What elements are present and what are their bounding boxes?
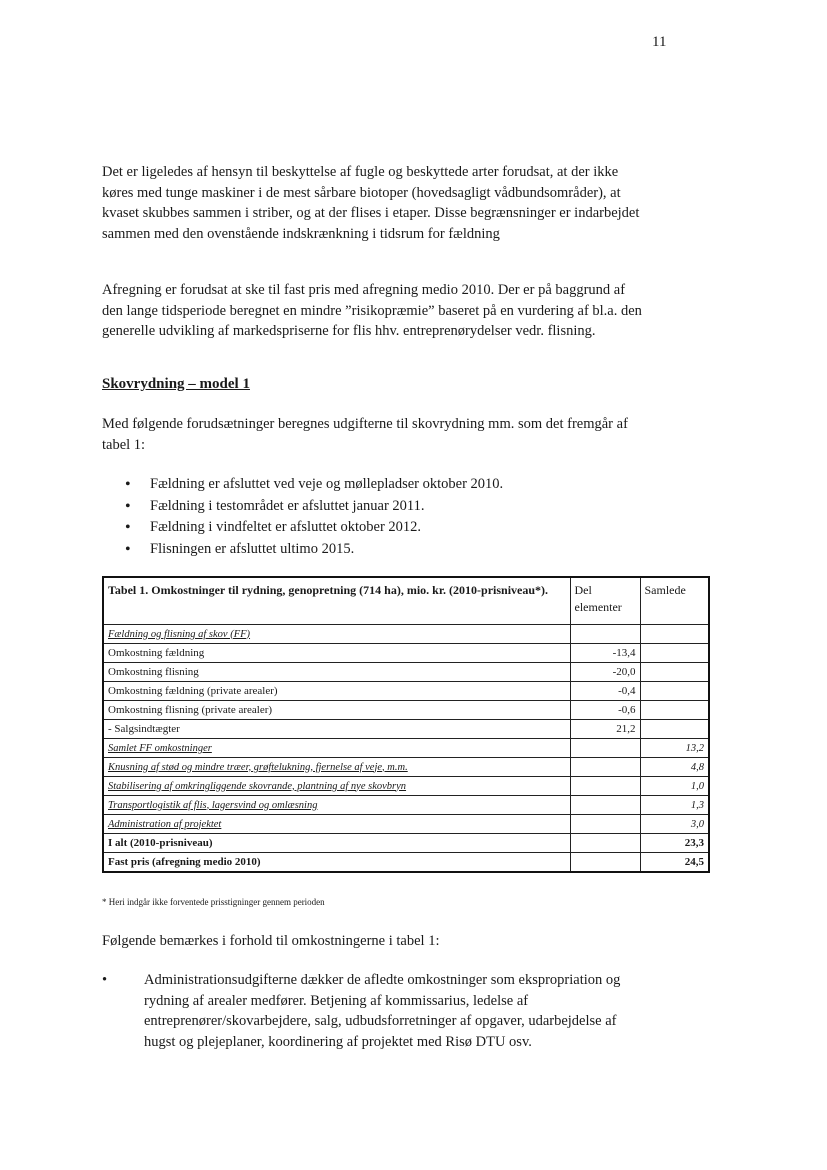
table-row xyxy=(103,720,709,739)
cell-samlede: 1,3 xyxy=(640,796,709,815)
cell-del xyxy=(570,834,640,853)
cell-samlede: 24,5 xyxy=(640,853,709,873)
cell-del: -20,0 xyxy=(570,663,640,682)
assumption-list xyxy=(125,474,503,560)
list-item: • Fældning er afsluttet ved veje og møllepladser oktober 2010. xyxy=(125,474,503,496)
paragraph-text: Afregning er forudsat at ske til fast pris med afregning medio 2010. Der er på baggrund af den lange tidsperiode beregnet en mindre ”risikopræmie” baseret på en vurdering af bl.a. den generelle udvikling af markedspriserne for flis hhv. entreprenørydelser vedr. flisning. xyxy=(102,282,642,339)
list-item: • Flisningen er afsluttet ultimo 2015. xyxy=(125,539,503,561)
table-row xyxy=(103,777,709,796)
table-row xyxy=(103,663,709,682)
table-row xyxy=(103,815,709,834)
cell-del: -0,6 xyxy=(570,701,640,720)
row-label: Omkostning flisning (private arealer) xyxy=(103,701,570,720)
row-label: Samlet FF omkostninger xyxy=(103,739,570,758)
cell-del: 21,2 xyxy=(570,720,640,739)
cell-del xyxy=(570,739,640,758)
column-header-samlede: Samlede xyxy=(640,577,709,625)
row-label: I alt (2010-prisniveau) xyxy=(103,834,570,853)
cell-samlede xyxy=(640,663,709,682)
paragraph-protection xyxy=(102,162,642,244)
row-label: Knusning af stød og mindre træer, grøftelukning, fjernelse af veje, m.m. xyxy=(103,758,570,777)
list-item: • Fældning i testområdet er afsluttet januar 2011. xyxy=(125,496,503,518)
row-label: Omkostning fældning (private arealer) xyxy=(103,682,570,701)
table-row xyxy=(103,739,709,758)
cell-samlede: 23,3 xyxy=(640,834,709,853)
table-row xyxy=(103,853,709,873)
paragraph-assumptions xyxy=(102,414,642,455)
cell-del xyxy=(570,853,640,873)
table-footnote: * Heri indgår ikke forventede prisstigninger gennem perioden xyxy=(102,897,325,907)
table-title: Tabel 1. Omkostninger til rydning, genopretning (714 ha), mio. kr. (2010-prisniveau*). xyxy=(103,577,570,625)
cell-samlede xyxy=(640,701,709,720)
cell-samlede xyxy=(640,625,709,644)
paragraph-text: Med følgende forudsætninger beregnes udgifterne til skovrydning mm. som det fremgår af tabel 1: xyxy=(102,416,628,453)
row-label: Fældning og flisning af skov (FF) xyxy=(103,625,570,644)
cell-del xyxy=(570,815,640,834)
remark-text: Administrationsudgifterne dækker de afledte omkostninger som ekspropriation og rydning af arealer medfører. Betjening af kommissarius, ledelse af entreprenører/skovarbejdere, salg, udbudsforretninger af opgaver, udarbejdelse af hugst og plejeplaner, koordinering af projektet med Risø DTU osv. xyxy=(144,972,621,1050)
cell-samlede xyxy=(640,682,709,701)
table-row xyxy=(103,625,709,644)
table-row xyxy=(103,701,709,720)
row-label: Stabilisering af omkringliggende skovrande, plantning af nye skovbryn xyxy=(103,777,570,796)
row-label: - Salgsindtægter xyxy=(103,720,570,739)
row-label: Omkostning flisning xyxy=(103,663,570,682)
remark-bullet xyxy=(102,970,647,1052)
cell-del xyxy=(570,796,640,815)
cell-del xyxy=(570,625,640,644)
row-label: Omkostning fældning xyxy=(103,644,570,663)
paragraph-text: Det er ligeledes af hensyn til beskyttelse af fugle og beskyttede arter forudsat, at der ikke køres med tunge maskiner i de mest sårbare biotoper (hovedsagligt vådbundsområder), at kvaset skubbes sammen i striber, og at der flises i etaper. Disse begrænsninger er indarbejdet sammen med den ovenstående indskrænkning i tidsrum for fældning xyxy=(102,164,640,242)
row-label: Transportlogistik af flis, lagersvind og omlæsning xyxy=(103,796,570,815)
cell-samlede: 1,0 xyxy=(640,777,709,796)
table-row xyxy=(103,682,709,701)
cell-samlede: 4,8 xyxy=(640,758,709,777)
cell-samlede: 13,2 xyxy=(640,739,709,758)
table-row xyxy=(103,644,709,663)
cell-del xyxy=(570,758,640,777)
cell-samlede: 3,0 xyxy=(640,815,709,834)
section-heading: Skovrydning – model 1 xyxy=(102,376,250,392)
paragraph-settlement xyxy=(102,280,642,342)
cell-del xyxy=(570,777,640,796)
row-label: Fast pris (afregning medio 2010) xyxy=(103,853,570,873)
cell-samlede xyxy=(640,644,709,663)
table-row xyxy=(103,796,709,815)
cell-del: -0,4 xyxy=(570,682,640,701)
cell-samlede xyxy=(640,720,709,739)
cost-table xyxy=(102,576,710,873)
table-header-row xyxy=(103,577,709,625)
page-number: 11 xyxy=(652,34,667,50)
row-label: Administration af projektet xyxy=(103,815,570,834)
bullet-dot: • xyxy=(102,972,108,988)
paragraph-remarks: Følgende bemærkes i forhold til omkostningerne i tabel 1: xyxy=(102,933,440,949)
list-item: • Fældning i vindfeltet er afsluttet oktober 2012. xyxy=(125,517,503,539)
column-header-del: Del elementer xyxy=(570,577,640,625)
cell-del: -13,4 xyxy=(570,644,640,663)
table-row xyxy=(103,834,709,853)
table-row xyxy=(103,758,709,777)
